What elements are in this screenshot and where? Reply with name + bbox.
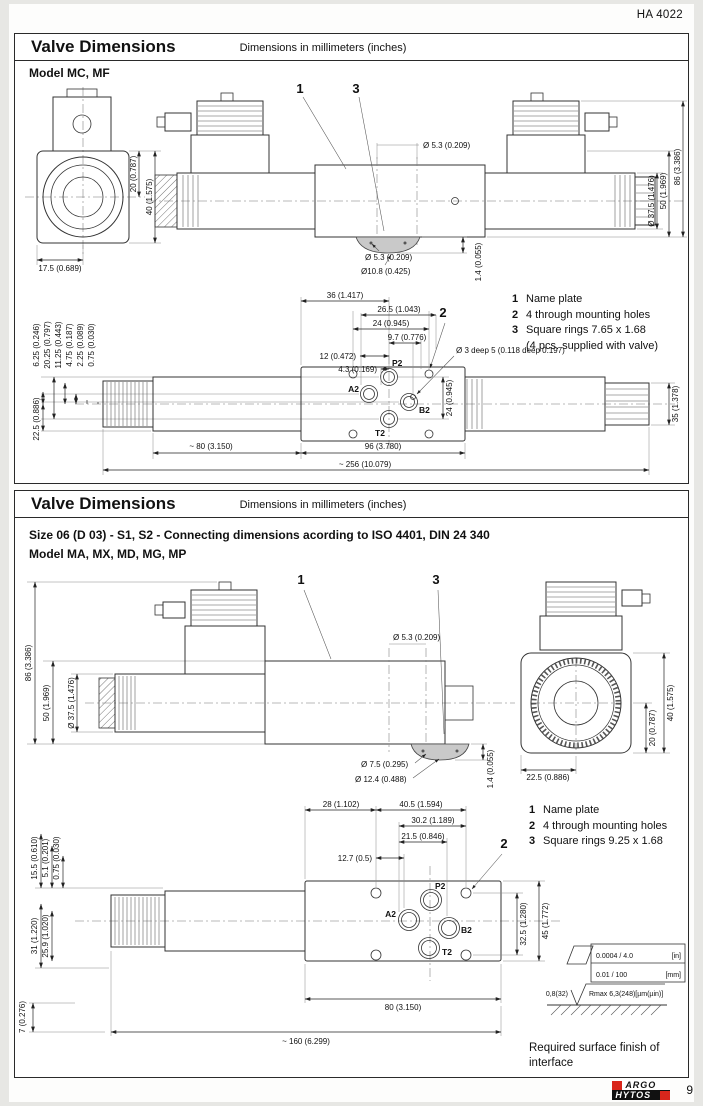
legend-num: 1	[529, 804, 536, 816]
legend-item	[529, 803, 703, 819]
section-1-note: Dimensions in millimeters (inches)	[239, 42, 407, 54]
dim-0-75: 0.75 (0.030)	[87, 323, 96, 367]
dim-dia12-4: Ø 12.4 (0.488)	[355, 775, 407, 784]
dim-40: 40 (1.575)	[145, 178, 154, 216]
dim-30-2: 30.2 (1.189)	[411, 816, 455, 825]
page-footer	[612, 1080, 693, 1100]
flatness-mm: 0.01 / 100	[596, 972, 628, 979]
dim-256: ~ 256 (10.079)	[338, 460, 392, 469]
legend-1	[512, 292, 702, 354]
legend-item	[529, 834, 703, 850]
dim-1-4: 1.4 (0.055)	[474, 242, 483, 282]
dim-28: 28 (1.102)	[322, 800, 360, 809]
legend-text: Square rings 9.25 x 1.68	[543, 835, 663, 847]
legend-item	[512, 323, 702, 339]
port-label-p2: P2	[392, 358, 403, 368]
callout-2: 2	[439, 305, 447, 320]
dim-4-3: 4.3 (0.169)	[338, 365, 377, 374]
dim-dia37-5: Ø 37.5 (1.476)	[67, 677, 76, 729]
callout-1: 1	[296, 81, 304, 96]
logo-row-argo	[612, 1080, 670, 1090]
section-2-title: Valve Dimensions	[31, 494, 176, 513]
dim-12-7: 12.7 (0.5)	[337, 854, 372, 863]
dim-35: 35 (1.378)	[671, 385, 680, 423]
dim-17-5: 17.5 (0.689)	[38, 264, 82, 273]
logo-red-square-2	[660, 1091, 670, 1100]
model-line-1: Model MC, MF	[29, 66, 110, 80]
name-plate	[356, 237, 420, 253]
front-view-drawing-mc-mf	[15, 79, 690, 289]
flatness-mm-unit: [mm]	[665, 972, 681, 979]
legend-text: 4 through mounting holes	[543, 819, 668, 832]
argo-hytos-logo	[612, 1080, 670, 1100]
dim-20-25: 20.25 (0.797)	[43, 321, 52, 369]
dim-36: 36 (1.417)	[326, 291, 364, 300]
section-valve-dimensions-2	[14, 490, 689, 1078]
end-view-knob	[521, 582, 650, 753]
legend-num: 1	[512, 293, 519, 305]
callout-3: 3	[352, 81, 360, 96]
dim-31: 31 (1.220)	[30, 917, 39, 955]
legend-num: 2	[529, 819, 536, 832]
dim-25-9: 25.9 (1.020)	[41, 914, 50, 958]
logo-red-square	[612, 1081, 622, 1090]
flatness-in: 0.0004 / 4.0	[596, 953, 633, 960]
ports	[349, 369, 433, 439]
section-1-title: Valve Dimensions	[31, 37, 176, 56]
dim-12: 12 (0.472)	[319, 352, 356, 361]
legend-text: Square rings 7.65 x 1.68	[526, 324, 646, 336]
surface-caption-line2: interface	[529, 1057, 574, 1069]
dim-4-75: 4.75 (0.187)	[65, 323, 74, 367]
dim-9-7: 9.7 (0.776)	[387, 333, 427, 342]
section-2-note: Dimensions in millimeters (inches)	[239, 499, 407, 511]
port-label-b2: B2	[461, 925, 472, 935]
size-line: Size 06 (D 03) - S1, S2 - Connecting dimensions acording to ISO 4401, DIN 24 340	[29, 528, 490, 542]
din-connector	[155, 582, 265, 674]
port-label-t2: T2	[375, 428, 385, 438]
model-line-2: Model MA, MX, MD, MG, MP	[29, 547, 187, 561]
section-valve-dimensions-1	[14, 33, 689, 484]
callout-1: 1	[297, 572, 305, 587]
port-label-a2: A2	[348, 384, 359, 394]
dim-22-5: 22.5 (0.886)	[32, 397, 41, 441]
dim-24w: 24 (0.945)	[372, 319, 410, 328]
dim-45: 45 (1.772)	[541, 902, 550, 940]
callout-3: 3	[432, 572, 440, 587]
dim-40-5: 40.5 (1.594)	[399, 800, 443, 809]
port-label-a2: A2	[385, 909, 396, 919]
dim-6-25: 6.25 (0.246)	[32, 323, 41, 367]
legend-2	[529, 803, 703, 850]
surface-finish-symbol	[546, 944, 685, 1015]
roughness-ra: 0,8(32)	[545, 991, 568, 998]
legend-text: 4 through mounting holes	[526, 308, 651, 321]
section-2-header	[15, 491, 688, 518]
dim-0-75: 0.75 (0.030)	[52, 836, 61, 880]
din-connector-right	[507, 93, 617, 173]
page-number: 9	[686, 1083, 693, 1097]
brand-hytos: HYTOS	[615, 1090, 652, 1100]
callout-2: 2	[500, 836, 508, 851]
dim-26-5: 26.5 (1.043)	[377, 305, 421, 314]
dim-7: 7 (0.276)	[18, 1000, 27, 1034]
dim-dia5-3-top: Ø 5.3 (0.209)	[423, 141, 471, 150]
valve-block	[265, 648, 473, 752]
dim-50: 50 (1.969)	[659, 172, 668, 210]
ports	[371, 888, 471, 960]
legend-num: 3	[529, 835, 536, 847]
surface-caption-line1: Required surface finish of	[529, 1042, 660, 1054]
section-1-header	[15, 34, 688, 61]
dim-15-5: 15.5 (0.610)	[30, 836, 39, 880]
dim-160: ~ 160 (6.299)	[282, 1037, 330, 1046]
dim-dia7-5: Ø 7.5 (0.295)	[361, 760, 409, 769]
dim-86: 86 (3.386)	[24, 644, 33, 682]
logo-row-hytos	[612, 1090, 670, 1100]
legend-num: 2	[512, 308, 519, 321]
legend-item	[529, 819, 703, 835]
din-connector-left	[157, 93, 269, 173]
dim-1-4: 1.4 (0.055)	[486, 749, 495, 789]
legend-item	[512, 308, 702, 324]
dim-80: ~ 80 (3.150)	[189, 442, 233, 451]
flatness-in-unit: [in]	[671, 953, 681, 960]
dim-50: 50 (1.969)	[42, 684, 51, 722]
legend-item	[512, 339, 702, 355]
dim-dia3-deep: Ø 3 deep 5 (0.118 deep 0.197)	[456, 346, 565, 355]
legend-text: Name plate	[526, 293, 583, 305]
dim-2-25: 2.25 (0.089)	[76, 323, 85, 367]
surface-caption	[529, 1041, 659, 1071]
dim-20: 20 (0.787)	[648, 709, 657, 747]
doc-reference: HA 4022	[636, 9, 683, 21]
legend-num: 3	[512, 324, 519, 336]
front-view-drawing-iso	[15, 566, 690, 796]
dim-20: 20 (0.787)	[129, 155, 138, 193]
port-label-t2: T2	[442, 947, 452, 957]
dim-86: 86 (3.386)	[673, 148, 682, 186]
legend-text: Name plate	[543, 804, 600, 816]
dim-21-5: 21.5 (0.846)	[401, 832, 445, 841]
dim-96: 96 (3.780)	[364, 442, 402, 451]
brand-argo: ARGO	[625, 1080, 657, 1090]
dim-dia37-5: Ø 37.5 (1.476)	[647, 175, 656, 227]
dim-24v: 24 (0.945)	[445, 379, 454, 417]
name-plate	[411, 744, 469, 760]
port-label-b2: B2	[419, 405, 430, 415]
dim-dia5-3-bot: Ø 5.3 (0.209)	[365, 253, 413, 262]
dim-22-5: 22.5 (0.886)	[526, 773, 570, 782]
dim-40: 40 (1.575)	[666, 684, 675, 722]
roughness-rmax: Rmax 6,3(248)[µm(µin)]	[589, 991, 664, 998]
dim-dia10-8: Ø10.8 (0.425)	[361, 267, 411, 276]
legend-text: (4 pcs. supplied with valve)	[526, 339, 659, 352]
section-2-subtitles	[15, 518, 688, 566]
dim-5-1: 5.1 (0.201)	[41, 838, 50, 878]
legend-item	[512, 292, 702, 308]
port-label-p2: P2	[435, 881, 446, 891]
dim-32-5: 32.5 (1.280)	[519, 902, 528, 946]
dim-80: 80 (3.150)	[384, 1003, 422, 1012]
dim-11-25: 11.25 (0.443)	[54, 321, 63, 369]
dim-dia5-3: Ø 5.3 (0.209)	[393, 633, 441, 642]
